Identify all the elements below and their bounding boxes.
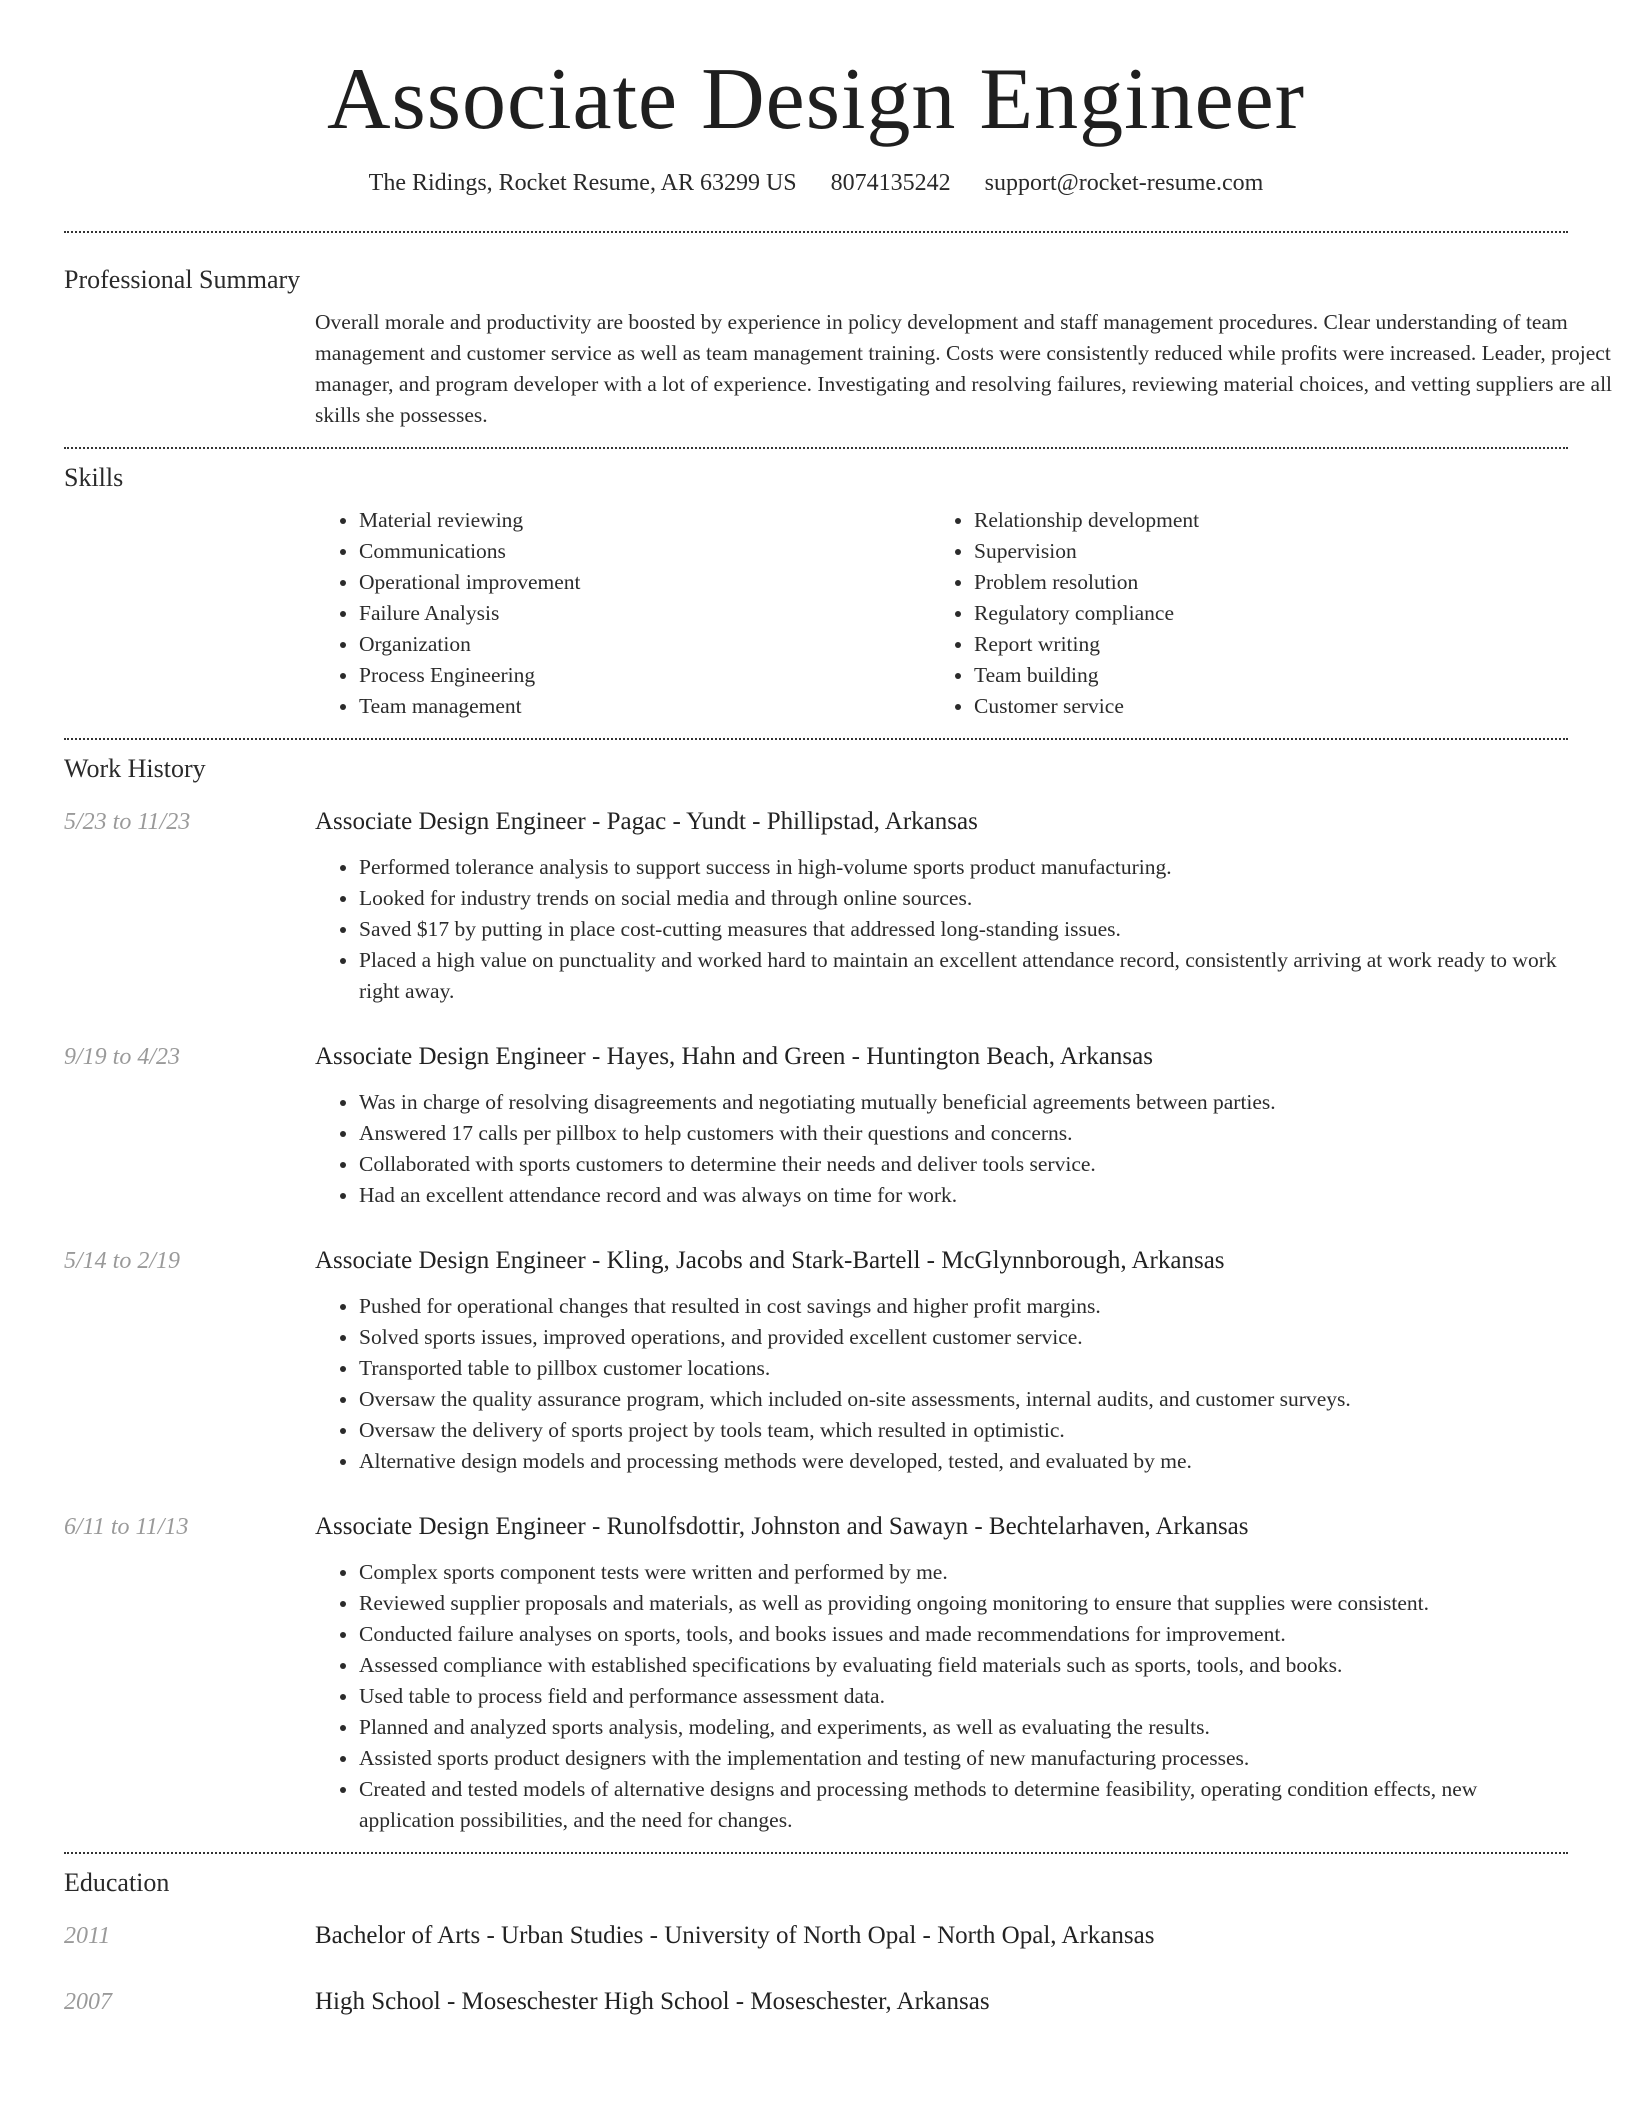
job-dates: 9/19 to 4/23 xyxy=(64,1044,181,1070)
job-entry xyxy=(64,806,1568,1007)
list-item: • Looked for industry trends on social media and through online sources. xyxy=(359,883,1568,914)
skills-section xyxy=(64,449,1568,722)
summary-section xyxy=(64,233,1613,431)
skill-item: • Material reviewing xyxy=(359,505,930,536)
skill-item: • Problem resolution xyxy=(974,567,1545,598)
job-bullets xyxy=(315,1291,1568,1477)
contact-email: support@rocket-resume.com xyxy=(984,170,1264,196)
list-item: • Complex sports component tests were written and performed by me. xyxy=(359,1557,1568,1588)
skill-item: • Process Engineering xyxy=(359,660,930,691)
education-year: 2011 xyxy=(64,1923,111,1949)
education-year: 2007 xyxy=(64,1989,112,2015)
job-bullets xyxy=(315,1087,1568,1211)
job-title: Associate Design Engineer - Runolfsdottir, Johnston and Sawayn - Bechtelarhaven, Arkansas xyxy=(315,1513,1249,1540)
list-item: • Created and tested models of alternative designs and processing methods to determine feasibility, operating condition effects, new application possibilities, and the need for changes. xyxy=(359,1774,1568,1836)
skill-item: • Relationship development xyxy=(974,505,1545,536)
contact-phone: 8074135242 xyxy=(830,170,951,196)
list-item: • Performed tolerance analysis to support success in high-volume sports product manufacturing. xyxy=(359,852,1568,883)
list-item: • Assessed compliance with established specifications by evaluating field materials such as sports, tools, and books. xyxy=(359,1650,1568,1681)
list-item: • Was in charge of resolving disagreements and negotiating mutually beneficial agreements between parties. xyxy=(359,1087,1568,1118)
candidate-name: Associate Design Engineer xyxy=(326,51,1306,148)
section-title-work: Work History xyxy=(64,754,206,783)
list-item: • Placed a high value on punctuality and worked hard to maintain an excellent attendance record, consistently arriving at work ready to work right away. xyxy=(359,945,1568,1007)
job-entry xyxy=(64,1511,1568,1836)
list-item: • Used table to process field and performance assessment data. xyxy=(359,1681,1568,1712)
list-item: • Oversaw the delivery of sports project by tools team, which resulted in optimistic. xyxy=(359,1415,1568,1446)
skill-item: • Regulatory compliance xyxy=(974,598,1545,629)
skill-item: • Communications xyxy=(359,536,930,567)
section-title-education: Education xyxy=(64,1868,170,1897)
education-title: High School - Moseschester High School - Moseschester, Arkansas xyxy=(315,1988,990,2015)
list-item: • Assisted sports product designers with the implementation and testing of new manufacturing processes. xyxy=(359,1743,1568,1774)
skills-list-right xyxy=(930,505,1545,722)
skill-item: • Organization xyxy=(359,629,930,660)
job-entry xyxy=(64,1041,1568,1211)
list-item: • Oversaw the quality assurance program, which included on-site assessments, internal audits, and customer surveys. xyxy=(359,1384,1568,1415)
skill-item: • Report writing xyxy=(974,629,1545,660)
job-entry xyxy=(64,1245,1568,1477)
skill-item: • Customer service xyxy=(974,691,1545,722)
list-item: • Transported table to pillbox customer locations. xyxy=(359,1353,1568,1384)
contact-line xyxy=(64,170,1568,197)
list-item: • Conducted failure analyses on sports, tools, and books issues and made recommendations for improvement. xyxy=(359,1619,1568,1650)
skill-item: • Team building xyxy=(974,660,1545,691)
section-title-skills: Skills xyxy=(64,463,124,492)
education-title: Bachelor of Arts - Urban Studies - University of North Opal - North Opal, Arkansas xyxy=(315,1922,1155,1949)
contact-address: The Ridings, Rocket Resume, AR 63299 US xyxy=(368,170,797,196)
list-item: • Alternative design models and processing methods were developed, tested, and evaluated by me. xyxy=(359,1446,1568,1477)
list-item: • Reviewed supplier proposals and materials, as well as providing ongoing monitoring to ensure that supplies were consistent. xyxy=(359,1588,1568,1619)
education-section xyxy=(64,1854,1568,2018)
job-title: Associate Design Engineer - Hayes, Hahn and Green - Huntington Beach, Arkansas xyxy=(315,1043,1153,1070)
skills-list-left xyxy=(315,505,930,722)
job-title: Associate Design Engineer - Kling, Jacobs and Stark-Bartell - McGlynnborough, Arkansas xyxy=(315,1247,1225,1274)
job-dates: 6/11 to 11/13 xyxy=(64,1514,189,1540)
skill-item: • Failure Analysis xyxy=(359,598,930,629)
education-entry xyxy=(64,1986,1568,2018)
summary-text: Overall morale and productivity are boosted by experience in policy development and staff management procedures. Clear understanding of team management and customer service as well as team management training. Costs were consistently reduced while profits were increased. Leader, project manager, and program developer with a lot of experience. Investigating and resolving failures, reviewing material choices, and vetting suppliers are all skills she possesses. xyxy=(315,310,1613,427)
list-item: • Answered 17 calls per pillbox to help customers with their questions and concerns. xyxy=(359,1118,1568,1149)
work-history-section xyxy=(64,740,1568,1836)
job-title: Associate Design Engineer - Pagac - Yundt - Phillipstad, Arkansas xyxy=(315,808,978,835)
list-item: • Saved $17 by putting in place cost-cutting measures that addressed long-standing issues. xyxy=(359,914,1568,945)
job-dates: 5/14 to 2/19 xyxy=(64,1248,181,1274)
job-dates: 5/23 to 11/23 xyxy=(64,809,191,835)
list-item: • Solved sports issues, improved operations, and provided excellent customer service. xyxy=(359,1322,1568,1353)
skill-item: • Supervision xyxy=(974,536,1545,567)
skill-item: • Operational improvement xyxy=(359,567,930,598)
list-item: • Pushed for operational changes that resulted in cost savings and higher profit margins. xyxy=(359,1291,1568,1322)
education-entry xyxy=(64,1920,1568,1952)
job-bullets xyxy=(315,852,1568,1007)
job-bullets xyxy=(315,1557,1568,1836)
section-title-summary: Professional Summary xyxy=(64,265,301,294)
list-item: • Planned and analyzed sports analysis, modeling, and experiments, as well as evaluating the results. xyxy=(359,1712,1568,1743)
skill-item: • Team management xyxy=(359,691,930,722)
list-item: • Collaborated with sports customers to determine their needs and deliver tools service. xyxy=(359,1149,1568,1180)
list-item: • Had an excellent attendance record and was always on time for work. xyxy=(359,1180,1568,1211)
